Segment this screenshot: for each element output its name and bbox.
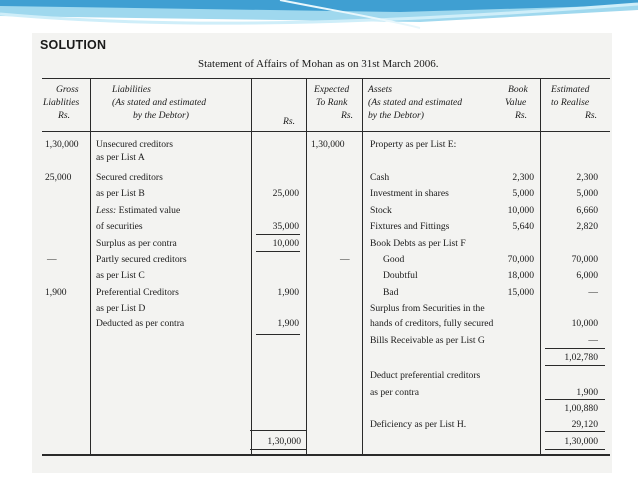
doubtful-estimated: 6,000 bbox=[576, 270, 598, 281]
gross-secured: 25,000 bbox=[45, 172, 72, 183]
cash-estimated: 2,300 bbox=[576, 172, 598, 183]
total-double-rule bbox=[250, 449, 306, 450]
investment-estimated: 5,000 bbox=[576, 188, 598, 199]
fixtures-book: 5,640 bbox=[512, 221, 534, 232]
expected-unsecured: 1,30,000 bbox=[311, 139, 345, 150]
subtract-rule bbox=[256, 234, 300, 235]
good-book: 70,000 bbox=[507, 254, 534, 265]
header-book-value: Value bbox=[505, 97, 527, 108]
partly-label: Partly secured creditors bbox=[96, 254, 187, 265]
header-expected: Rs. bbox=[341, 110, 353, 121]
deduct-contra-label: as per contra bbox=[370, 387, 420, 398]
deficiency-label: Deficiency as per List H. bbox=[370, 419, 467, 430]
expected-partly: — bbox=[340, 254, 350, 265]
investment-book: 5,000 bbox=[512, 188, 534, 199]
header-banner bbox=[0, 0, 638, 30]
surplus-estimated: 10,000 bbox=[571, 318, 598, 329]
deducted-amount: 1,900 bbox=[277, 318, 299, 329]
stock-label: Stock bbox=[370, 205, 392, 216]
less-text: Estimated value bbox=[118, 205, 181, 216]
property-label: Property as per List E: bbox=[370, 139, 457, 150]
secured-amount: 25,000 bbox=[272, 188, 299, 199]
good-label: Good bbox=[383, 254, 405, 265]
secured-label: Secured creditors bbox=[96, 172, 163, 183]
header-estimated: to Realise bbox=[551, 97, 590, 108]
bad-book: 15,000 bbox=[507, 287, 534, 298]
gross-preferential: 1,900 bbox=[45, 287, 67, 298]
deducted-contra: Deducted as per contra bbox=[96, 318, 185, 329]
header-book-value: Book bbox=[508, 84, 528, 95]
bills-label: Bills Receivable as per List G bbox=[370, 335, 485, 346]
deduct-estimated: 1,900 bbox=[576, 387, 598, 398]
header-assets: (As stated and estimated bbox=[368, 97, 463, 108]
header-liabilities: (As stated and estimated bbox=[112, 97, 207, 108]
gross-unsecured: 1,30,000 bbox=[45, 139, 79, 150]
book-debts-label: Book Debts as per List F bbox=[370, 238, 466, 249]
header-gross: Liablities bbox=[43, 97, 80, 108]
solution-heading: SOLUTION bbox=[40, 38, 107, 52]
result-rule bbox=[256, 334, 300, 335]
header-estimated: Estimated bbox=[551, 84, 590, 95]
col-divider bbox=[540, 78, 541, 454]
securities-amount: 35,000 bbox=[272, 221, 299, 232]
col-divider bbox=[90, 78, 91, 454]
total-rule bbox=[250, 430, 306, 431]
subtotal-estimated: 1,02,780 bbox=[564, 352, 598, 363]
result-rule bbox=[256, 251, 300, 252]
subtotal-rule bbox=[545, 365, 605, 366]
unsecured-label: Unsecured creditors bbox=[96, 139, 173, 150]
header-liabilities: Liabilities bbox=[112, 84, 151, 95]
statement-title: Statement of Affairs of Mohan as on 31st March 2006. bbox=[198, 58, 439, 70]
total-rule bbox=[545, 431, 605, 432]
table-top-rule bbox=[42, 78, 610, 79]
unsecured-list: as per List A bbox=[96, 152, 145, 163]
col-divider bbox=[251, 78, 252, 454]
col-divider bbox=[306, 78, 307, 454]
subtotal-rule bbox=[545, 348, 605, 349]
doubtful-label: Doubtful bbox=[383, 270, 418, 281]
surplus-contra: Surplus as per contra bbox=[96, 238, 177, 249]
net-rule bbox=[545, 399, 605, 400]
gross-partly: — bbox=[47, 254, 57, 265]
bad-estimated: — bbox=[588, 287, 598, 298]
preferential-list: as per List D bbox=[96, 303, 146, 314]
header-expected: To Rank bbox=[316, 97, 348, 108]
bills-estimated: — bbox=[588, 335, 598, 346]
stock-book: 10,000 bbox=[507, 205, 534, 216]
doubtful-book: 18,000 bbox=[507, 270, 534, 281]
header-gross: Gross bbox=[56, 84, 79, 95]
header-liabilities: by the Debtor) bbox=[133, 110, 189, 121]
header-expected: Expected bbox=[314, 84, 350, 95]
col-divider bbox=[362, 78, 363, 454]
fixtures-label: Fixtures and Fittings bbox=[370, 221, 450, 232]
partly-list: as per List C bbox=[96, 270, 145, 281]
surplus-securities-label: Surplus from Securities in the bbox=[370, 303, 485, 314]
deduct-label: Deduct preferential creditors bbox=[370, 370, 481, 381]
header-assets: Assets bbox=[368, 84, 392, 95]
cash-label: Cash bbox=[370, 172, 390, 183]
stock-estimated: 6,660 bbox=[576, 205, 598, 216]
surplus-securities-label: hands of creditors, fully secured bbox=[370, 318, 494, 329]
investment-label: Investment in shares bbox=[370, 188, 449, 199]
net-estimated: 1,00,880 bbox=[564, 403, 598, 414]
header-bottom-rule bbox=[42, 131, 610, 132]
fixtures-estimated: 2,820 bbox=[576, 221, 598, 232]
secured-list: as per List B bbox=[96, 188, 145, 199]
cash-book: 2,300 bbox=[512, 172, 534, 183]
bad-label: Bad bbox=[383, 287, 399, 298]
preferential-amount: 1,900 bbox=[277, 287, 299, 298]
header-estimated: Rs. bbox=[585, 110, 597, 121]
header-book-value: Rs. bbox=[515, 110, 527, 121]
header-assets: by the Debtor) bbox=[368, 110, 424, 121]
total-double-rule bbox=[545, 449, 605, 450]
header-gross: Rs. bbox=[58, 110, 70, 121]
good-estimated: 70,000 bbox=[571, 254, 598, 265]
less-label: Less: bbox=[96, 205, 117, 216]
preferential-label: Preferential Creditors bbox=[96, 287, 179, 298]
table-bottom-rule bbox=[42, 454, 610, 456]
surplus-amount: 10,000 bbox=[272, 238, 299, 249]
expected-total: 1,30,000 bbox=[267, 436, 301, 447]
less-line bbox=[96, 205, 180, 216]
of-securities: of securities bbox=[96, 221, 143, 232]
deficiency-estimated: 29,120 bbox=[571, 419, 598, 430]
header-rs: Rs. bbox=[283, 116, 295, 127]
assets-total: 1,30,000 bbox=[564, 436, 598, 447]
